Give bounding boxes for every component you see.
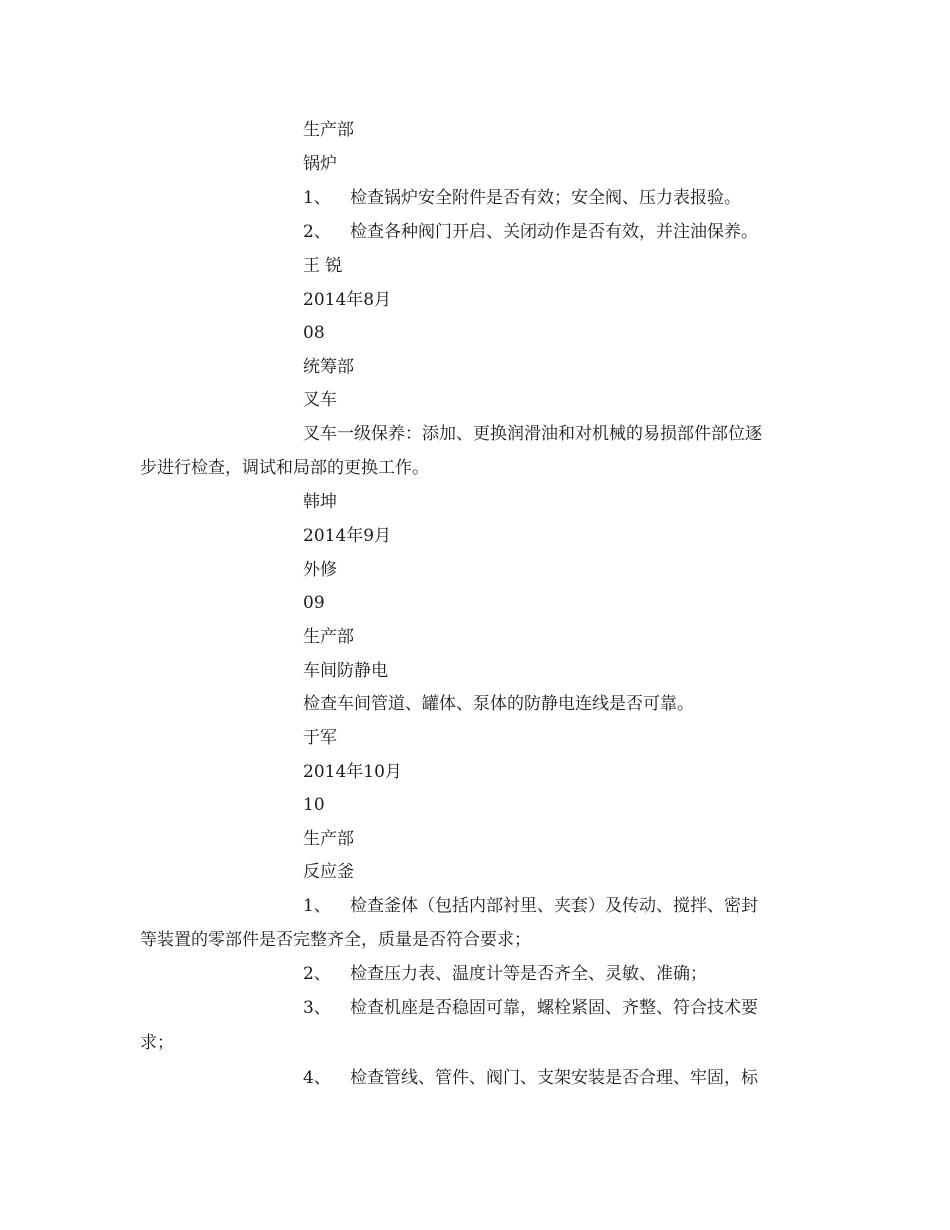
inspection-item	[303, 220, 758, 244]
item-text: 检查锅炉安全附件是否有效；安全阀、压力表报验。	[350, 188, 741, 208]
maintenance-type: 外修	[303, 560, 337, 580]
item-text: 检查压力表、温度计等是否齐全、灵敏、准确；	[350, 964, 707, 984]
entry-number: 09	[303, 593, 325, 613]
inspection-item	[303, 996, 758, 1020]
department-label: 生产部	[303, 120, 354, 140]
schedule-date: 2014年8月	[303, 290, 392, 310]
schedule-date: 2014年10月	[303, 762, 402, 782]
item-number: 3、	[303, 998, 331, 1018]
item-text: 检查釜体（包括内部衬里、夹套）及传动、搅拌、密封	[350, 896, 758, 916]
inspection-item	[303, 962, 707, 986]
inspection-item	[303, 186, 741, 210]
responsible-person: 于军	[303, 728, 337, 748]
maintenance-description: 检查车间管道、罐体、泵体的防静电连线是否可靠。	[303, 694, 694, 714]
item-number: 1、	[303, 188, 331, 208]
responsible-person: 韩坤	[303, 492, 337, 512]
responsible-person: 王 锐	[303, 256, 343, 276]
equipment-label: 反应釜	[303, 862, 354, 882]
item-number: 2、	[303, 222, 331, 242]
equipment-label: 锅炉	[303, 154, 337, 174]
department-label: 生产部	[303, 627, 354, 647]
inspection-item-continued: 求；	[140, 1033, 174, 1053]
item-number: 1、	[303, 896, 331, 916]
entry-number: 10	[303, 795, 325, 815]
item-number: 4、	[303, 1068, 331, 1088]
equipment-label: 叉车	[303, 390, 337, 410]
item-text: 检查管线、管件、阀门、支架安装是否合理、牢固，标	[350, 1068, 758, 1088]
equipment-label: 车间防静电	[303, 661, 388, 681]
schedule-date: 2014年9月	[303, 526, 392, 546]
inspection-item	[303, 894, 758, 918]
item-number: 2、	[303, 964, 331, 984]
inspection-item	[303, 1066, 758, 1090]
item-text: 检查机座是否稳固可靠，螺栓紧固、齐整、符合技术要	[350, 998, 758, 1018]
inspection-item-continued: 等装置的零部件是否完整齐全，质量是否符合要求；	[140, 930, 531, 950]
department-label: 生产部	[303, 829, 354, 849]
department-label: 统筹部	[303, 357, 354, 377]
entry-number: 08	[303, 323, 325, 343]
maintenance-description-continued: 步进行检查，调试和局部的更换工作。	[140, 458, 429, 478]
item-text: 检查各种阀门开启、关闭动作是否有效，并注油保养。	[350, 222, 758, 242]
maintenance-description: 叉车一级保养：添加、更换润滑油和对机械的易损部件部位逐	[303, 424, 762, 444]
